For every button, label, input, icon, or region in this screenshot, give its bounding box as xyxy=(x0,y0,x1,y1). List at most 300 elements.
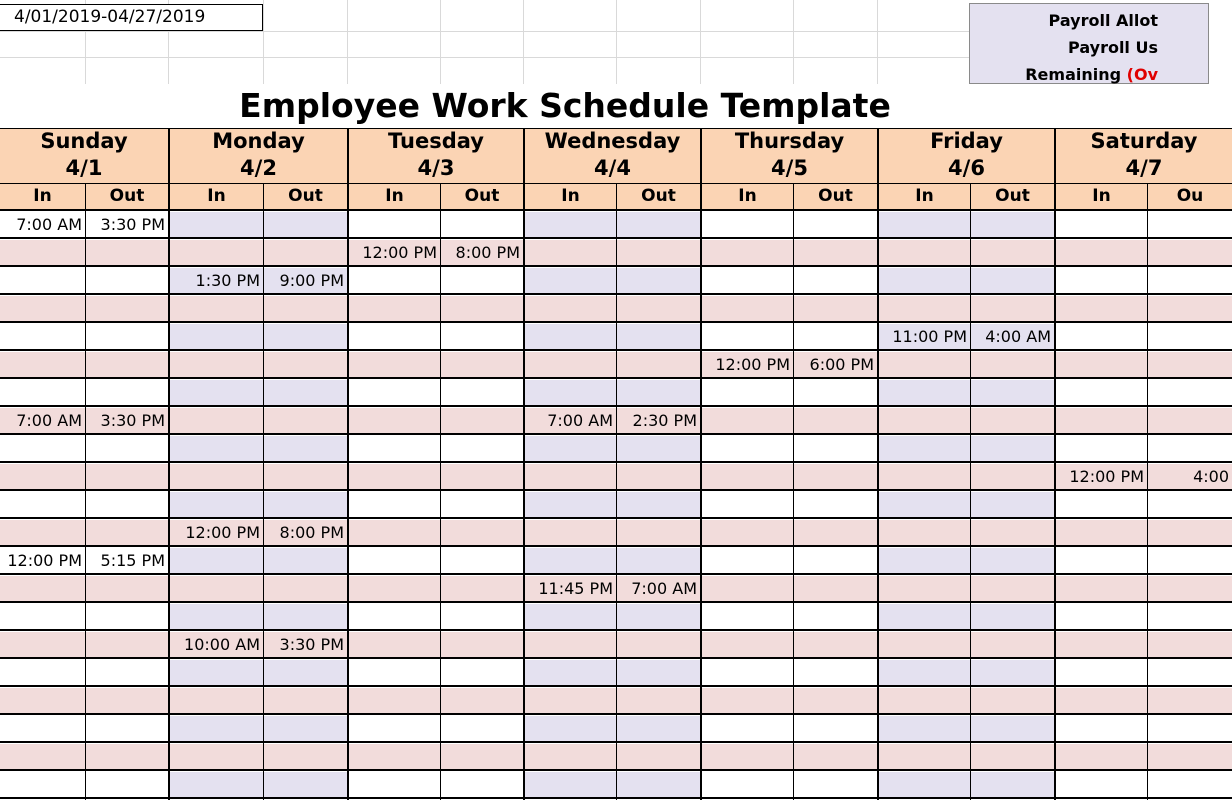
time-in-cell[interactable] xyxy=(702,744,793,770)
time-in-cell[interactable] xyxy=(1056,604,1147,630)
time-out-cell[interactable] xyxy=(441,464,523,490)
time-out-cell[interactable] xyxy=(794,436,877,462)
time-out-cell[interactable] xyxy=(264,436,347,462)
time-in-cell[interactable] xyxy=(0,324,85,350)
time-in-cell[interactable] xyxy=(170,212,263,238)
time-out-cell[interactable] xyxy=(794,212,877,238)
time-in-cell[interactable] xyxy=(1056,548,1147,574)
time-in-cell[interactable] xyxy=(1056,688,1147,714)
time-in-cell[interactable] xyxy=(702,464,793,490)
time-out-cell[interactable]: 2:30 PM xyxy=(617,408,700,434)
time-out-cell[interactable] xyxy=(441,492,523,518)
time-out-cell[interactable] xyxy=(971,268,1054,294)
time-out-cell[interactable] xyxy=(1148,716,1232,742)
time-out-cell[interactable] xyxy=(794,632,877,658)
time-in-cell[interactable]: 7:00 AM xyxy=(525,408,616,434)
time-out-cell[interactable] xyxy=(441,436,523,462)
time-in-cell[interactable] xyxy=(879,268,970,294)
time-out-cell[interactable] xyxy=(441,604,523,630)
time-in-cell[interactable] xyxy=(0,520,85,546)
cell-border xyxy=(616,183,617,800)
time-in-cell[interactable] xyxy=(349,324,440,350)
time-out-cell[interactable] xyxy=(86,688,168,714)
time-in-cell[interactable] xyxy=(349,408,440,434)
time-out-cell[interactable] xyxy=(794,268,877,294)
time-in-cell[interactable] xyxy=(702,632,793,658)
time-out-cell[interactable] xyxy=(971,492,1054,518)
time-out-cell[interactable]: 8:00 PM xyxy=(441,240,523,266)
time-out-cell[interactable] xyxy=(264,772,347,798)
time-in-cell[interactable] xyxy=(525,352,616,378)
time-in-cell[interactable] xyxy=(879,492,970,518)
time-in-cell[interactable] xyxy=(349,520,440,546)
time-in-cell[interactable] xyxy=(879,464,970,490)
time-out-cell[interactable] xyxy=(86,464,168,490)
time-in-cell[interactable] xyxy=(349,744,440,770)
time-out-cell[interactable] xyxy=(617,744,700,770)
time-in-cell[interactable] xyxy=(879,576,970,602)
time-in-cell[interactable] xyxy=(0,268,85,294)
time-in-cell[interactable] xyxy=(702,688,793,714)
time-in-cell[interactable] xyxy=(0,464,85,490)
time-in-cell[interactable] xyxy=(1056,296,1147,322)
time-in-cell[interactable] xyxy=(1056,772,1147,798)
time-in-cell[interactable] xyxy=(879,632,970,658)
time-in-cell[interactable] xyxy=(702,212,793,238)
time-out-cell[interactable]: 7:00 AM xyxy=(617,576,700,602)
time-in-cell[interactable] xyxy=(1056,520,1147,546)
time-in-cell[interactable] xyxy=(0,688,85,714)
page-title: Employee Work Schedule Template xyxy=(239,86,891,125)
time-out-cell[interactable] xyxy=(86,268,168,294)
time-out-cell[interactable] xyxy=(86,632,168,658)
time-out-cell[interactable] xyxy=(794,548,877,574)
time-out-cell[interactable] xyxy=(971,408,1054,434)
time-in-cell[interactable] xyxy=(349,716,440,742)
time-in-cell[interactable] xyxy=(702,576,793,602)
time-out-cell[interactable] xyxy=(617,436,700,462)
time-in-cell[interactable] xyxy=(1056,492,1147,518)
time-in-cell[interactable] xyxy=(702,268,793,294)
time-in-cell[interactable] xyxy=(702,492,793,518)
time-in-cell[interactable] xyxy=(0,604,85,630)
time-in-cell[interactable] xyxy=(1056,212,1147,238)
time-out-cell[interactable] xyxy=(1148,408,1232,434)
time-out-cell[interactable] xyxy=(264,548,347,574)
time-out-cell[interactable] xyxy=(794,716,877,742)
time-in-cell[interactable] xyxy=(170,576,263,602)
time-in-cell[interactable] xyxy=(525,324,616,350)
time-out-cell[interactable] xyxy=(264,688,347,714)
time-out-cell[interactable] xyxy=(1148,296,1232,322)
time-in-cell[interactable] xyxy=(879,352,970,378)
time-in-cell[interactable] xyxy=(879,296,970,322)
time-in-cell[interactable] xyxy=(349,436,440,462)
time-in-cell[interactable] xyxy=(349,576,440,602)
time-in-cell[interactable] xyxy=(1056,240,1147,266)
time-out-cell[interactable]: 6:00 PM xyxy=(794,352,877,378)
time-in-cell[interactable] xyxy=(170,744,263,770)
time-in-cell[interactable] xyxy=(525,464,616,490)
time-out-cell[interactable] xyxy=(264,576,347,602)
time-in-cell[interactable]: 12:00 PM xyxy=(0,548,85,574)
time-out-cell[interactable] xyxy=(264,716,347,742)
time-in-cell[interactable] xyxy=(0,352,85,378)
time-out-cell[interactable] xyxy=(1148,576,1232,602)
time-out-cell[interactable]: 3:30 PM xyxy=(86,408,168,434)
time-out-cell[interactable] xyxy=(264,604,347,630)
time-in-cell[interactable] xyxy=(1056,744,1147,770)
time-in-cell[interactable] xyxy=(1056,436,1147,462)
time-in-cell[interactable] xyxy=(170,352,263,378)
time-in-cell[interactable] xyxy=(879,604,970,630)
time-in-cell[interactable] xyxy=(525,744,616,770)
time-in-cell[interactable] xyxy=(879,716,970,742)
time-in-cell[interactable] xyxy=(702,296,793,322)
time-out-cell[interactable] xyxy=(617,296,700,322)
time-in-cell[interactable] xyxy=(0,660,85,686)
time-out-cell[interactable] xyxy=(86,576,168,602)
time-out-cell[interactable] xyxy=(971,716,1054,742)
time-in-cell[interactable] xyxy=(879,660,970,686)
time-out-cell[interactable] xyxy=(617,548,700,574)
time-in-cell[interactable] xyxy=(525,492,616,518)
time-in-cell[interactable] xyxy=(525,660,616,686)
time-in-cell[interactable] xyxy=(170,604,263,630)
time-in-cell[interactable] xyxy=(170,716,263,742)
time-out-cell[interactable] xyxy=(971,632,1054,658)
time-in-cell[interactable] xyxy=(1056,380,1147,406)
time-in-cell[interactable] xyxy=(525,240,616,266)
time-in-cell[interactable] xyxy=(349,604,440,630)
time-in-cell[interactable] xyxy=(879,380,970,406)
time-out-cell[interactable] xyxy=(86,716,168,742)
time-out-cell[interactable] xyxy=(794,324,877,350)
time-out-cell[interactable] xyxy=(1148,492,1232,518)
time-out-cell[interactable] xyxy=(441,716,523,742)
time-out-cell[interactable] xyxy=(794,520,877,546)
time-in-cell[interactable] xyxy=(525,772,616,798)
time-in-cell[interactable] xyxy=(170,492,263,518)
time-out-cell[interactable] xyxy=(794,744,877,770)
cell-border xyxy=(168,128,170,800)
time-out-cell[interactable] xyxy=(441,212,523,238)
time-in-cell[interactable] xyxy=(349,296,440,322)
time-out-cell[interactable] xyxy=(617,716,700,742)
time-in-cell[interactable]: 7:00 AM xyxy=(0,408,85,434)
time-in-cell[interactable] xyxy=(1056,576,1147,602)
time-in-cell[interactable] xyxy=(525,604,616,630)
time-in-cell[interactable] xyxy=(0,436,85,462)
time-in-cell[interactable] xyxy=(0,716,85,742)
time-in-cell[interactable] xyxy=(0,772,85,798)
time-out-cell[interactable] xyxy=(617,688,700,714)
time-out-cell[interactable] xyxy=(1148,520,1232,546)
time-in-cell[interactable] xyxy=(1056,324,1147,350)
time-in-cell[interactable] xyxy=(349,688,440,714)
time-in-cell[interactable] xyxy=(349,660,440,686)
time-out-cell[interactable] xyxy=(441,352,523,378)
time-in-cell[interactable] xyxy=(702,436,793,462)
time-out-cell[interactable] xyxy=(794,772,877,798)
time-in-cell[interactable]: 11:00 PM xyxy=(879,324,970,350)
time-out-cell[interactable] xyxy=(441,576,523,602)
time-out-cell[interactable] xyxy=(264,408,347,434)
time-in-cell[interactable] xyxy=(349,464,440,490)
time-in-cell[interactable] xyxy=(702,324,793,350)
time-in-cell[interactable] xyxy=(170,464,263,490)
time-out-cell[interactable] xyxy=(971,688,1054,714)
time-in-cell[interactable] xyxy=(879,212,970,238)
time-out-cell[interactable] xyxy=(86,436,168,462)
time-out-cell[interactable] xyxy=(441,408,523,434)
time-out-cell[interactable] xyxy=(794,660,877,686)
time-in-cell[interactable]: 12:00 PM xyxy=(349,240,440,266)
time-out-cell[interactable] xyxy=(617,520,700,546)
time-in-cell[interactable] xyxy=(879,772,970,798)
gridline xyxy=(0,57,969,58)
time-out-cell[interactable] xyxy=(441,296,523,322)
time-out-cell[interactable] xyxy=(794,604,877,630)
time-out-cell[interactable] xyxy=(794,408,877,434)
time-out-cell[interactable] xyxy=(1148,324,1232,350)
time-in-cell[interactable] xyxy=(525,688,616,714)
time-out-cell[interactable] xyxy=(441,772,523,798)
time-out-cell[interactable] xyxy=(86,492,168,518)
time-out-cell[interactable] xyxy=(971,772,1054,798)
time-in-cell[interactable] xyxy=(525,716,616,742)
time-out-cell[interactable] xyxy=(971,548,1054,574)
time-out-cell[interactable] xyxy=(441,268,523,294)
time-out-cell[interactable] xyxy=(617,240,700,266)
time-in-cell[interactable] xyxy=(349,268,440,294)
time-out-cell[interactable]: 9:00 PM xyxy=(264,268,347,294)
time-out-cell[interactable] xyxy=(441,520,523,546)
time-in-cell[interactable] xyxy=(170,660,263,686)
time-in-cell[interactable] xyxy=(1056,716,1147,742)
time-in-cell[interactable] xyxy=(525,296,616,322)
time-out-cell[interactable] xyxy=(971,296,1054,322)
time-out-cell[interactable]: 8:00 PM xyxy=(264,520,347,546)
time-out-cell[interactable] xyxy=(617,268,700,294)
time-in-cell[interactable] xyxy=(170,324,263,350)
time-out-cell[interactable] xyxy=(441,632,523,658)
time-out-cell[interactable] xyxy=(86,744,168,770)
time-out-cell[interactable] xyxy=(264,380,347,406)
time-out-cell[interactable] xyxy=(617,352,700,378)
time-in-cell[interactable] xyxy=(879,688,970,714)
time-in-cell[interactable] xyxy=(879,520,970,546)
time-in-cell[interactable] xyxy=(525,268,616,294)
time-out-cell[interactable] xyxy=(617,772,700,798)
time-out-cell[interactable] xyxy=(1148,744,1232,770)
time-out-cell[interactable] xyxy=(264,744,347,770)
time-out-cell[interactable] xyxy=(86,324,168,350)
time-in-cell[interactable] xyxy=(879,240,970,266)
time-out-cell[interactable] xyxy=(264,352,347,378)
time-in-cell[interactable]: 12:00 PM xyxy=(1056,464,1147,490)
time-in-cell[interactable] xyxy=(0,744,85,770)
time-out-cell[interactable] xyxy=(441,744,523,770)
time-out-cell[interactable] xyxy=(441,660,523,686)
time-out-cell[interactable] xyxy=(264,240,347,266)
time-in-cell[interactable] xyxy=(702,660,793,686)
time-in-cell[interactable] xyxy=(879,436,970,462)
time-in-cell[interactable] xyxy=(349,772,440,798)
time-out-cell[interactable]: 3:30 PM xyxy=(264,632,347,658)
time-out-cell[interactable] xyxy=(1148,212,1232,238)
time-out-cell[interactable] xyxy=(617,492,700,518)
time-in-cell[interactable] xyxy=(170,436,263,462)
time-in-cell[interactable] xyxy=(170,296,263,322)
time-out-cell[interactable] xyxy=(1148,604,1232,630)
time-out-cell[interactable] xyxy=(1148,268,1232,294)
time-out-cell[interactable] xyxy=(86,380,168,406)
time-out-cell[interactable] xyxy=(971,436,1054,462)
time-in-cell[interactable] xyxy=(525,212,616,238)
time-out-cell[interactable] xyxy=(794,380,877,406)
time-in-cell[interactable] xyxy=(702,520,793,546)
time-out-cell[interactable] xyxy=(86,604,168,630)
time-out-cell[interactable]: 3:30 PM xyxy=(86,212,168,238)
time-in-cell[interactable] xyxy=(1056,268,1147,294)
time-out-cell[interactable] xyxy=(617,380,700,406)
time-in-cell[interactable] xyxy=(0,632,85,658)
time-out-cell[interactable] xyxy=(971,520,1054,546)
time-out-cell[interactable] xyxy=(794,464,877,490)
time-in-cell[interactable]: 11:45 PM xyxy=(525,576,616,602)
time-out-cell[interactable] xyxy=(441,380,523,406)
time-out-cell[interactable] xyxy=(264,324,347,350)
time-in-cell[interactable] xyxy=(525,380,616,406)
time-in-cell[interactable]: 12:00 PM xyxy=(702,352,793,378)
time-out-cell[interactable] xyxy=(617,324,700,350)
time-in-cell[interactable] xyxy=(525,632,616,658)
time-out-cell[interactable] xyxy=(264,464,347,490)
time-in-cell[interactable] xyxy=(702,604,793,630)
time-out-cell[interactable] xyxy=(86,352,168,378)
time-out-cell[interactable] xyxy=(617,464,700,490)
time-out-cell[interactable] xyxy=(86,660,168,686)
time-out-cell[interactable] xyxy=(971,212,1054,238)
time-out-cell[interactable] xyxy=(1148,660,1232,686)
time-in-cell[interactable] xyxy=(702,380,793,406)
time-out-cell[interactable] xyxy=(617,632,700,658)
time-in-cell[interactable] xyxy=(0,296,85,322)
time-in-cell[interactable]: 12:00 PM xyxy=(170,520,263,546)
time-out-cell[interactable] xyxy=(794,240,877,266)
time-out-cell[interactable] xyxy=(1148,380,1232,406)
time-out-cell[interactable] xyxy=(441,324,523,350)
time-out-cell[interactable] xyxy=(971,744,1054,770)
time-in-cell[interactable] xyxy=(702,408,793,434)
time-out-cell[interactable] xyxy=(971,352,1054,378)
time-out-cell[interactable] xyxy=(264,660,347,686)
time-in-cell[interactable]: 7:00 AM xyxy=(0,212,85,238)
time-in-cell[interactable] xyxy=(170,408,263,434)
time-in-cell[interactable] xyxy=(0,492,85,518)
time-out-cell[interactable] xyxy=(971,380,1054,406)
time-in-cell[interactable] xyxy=(349,380,440,406)
time-in-cell[interactable] xyxy=(1056,408,1147,434)
time-out-cell[interactable] xyxy=(617,660,700,686)
time-out-cell[interactable] xyxy=(86,772,168,798)
time-out-cell[interactable] xyxy=(1148,772,1232,798)
time-out-cell[interactable] xyxy=(617,212,700,238)
time-out-cell[interactable] xyxy=(617,604,700,630)
time-out-cell[interactable] xyxy=(264,296,347,322)
time-out-cell[interactable] xyxy=(794,296,877,322)
time-in-cell[interactable] xyxy=(1056,632,1147,658)
time-in-cell[interactable] xyxy=(525,548,616,574)
time-out-cell[interactable] xyxy=(86,296,168,322)
time-in-cell[interactable] xyxy=(170,548,263,574)
time-in-cell[interactable] xyxy=(702,772,793,798)
time-out-cell[interactable]: 4:00 xyxy=(1148,464,1232,490)
time-out-cell[interactable] xyxy=(1148,688,1232,714)
time-out-cell[interactable] xyxy=(971,464,1054,490)
time-out-cell[interactable] xyxy=(86,520,168,546)
time-in-cell[interactable] xyxy=(170,772,263,798)
time-out-cell[interactable] xyxy=(1148,240,1232,266)
time-in-cell[interactable] xyxy=(1056,352,1147,378)
time-out-cell[interactable] xyxy=(264,492,347,518)
time-out-cell[interactable] xyxy=(264,212,347,238)
time-in-cell[interactable]: 1:30 PM xyxy=(170,268,263,294)
time-out-cell[interactable] xyxy=(971,240,1054,266)
time-in-cell[interactable] xyxy=(879,744,970,770)
time-in-cell[interactable] xyxy=(0,380,85,406)
time-in-cell[interactable] xyxy=(170,240,263,266)
time-out-cell[interactable] xyxy=(971,660,1054,686)
time-in-cell[interactable] xyxy=(349,548,440,574)
time-in-cell[interactable] xyxy=(1056,660,1147,686)
time-in-cell[interactable] xyxy=(349,492,440,518)
time-in-cell[interactable] xyxy=(349,212,440,238)
time-in-cell[interactable] xyxy=(349,632,440,658)
date-range-cell[interactable]: 4/01/2019-04/27/2019 xyxy=(0,4,263,31)
time-in-cell[interactable] xyxy=(0,240,85,266)
time-in-cell[interactable] xyxy=(525,436,616,462)
time-out-cell[interactable] xyxy=(794,688,877,714)
time-out-cell[interactable] xyxy=(1148,632,1232,658)
time-in-cell[interactable] xyxy=(702,240,793,266)
time-in-cell[interactable] xyxy=(170,688,263,714)
time-in-cell[interactable] xyxy=(702,548,793,574)
time-out-cell[interactable] xyxy=(971,576,1054,602)
time-in-cell[interactable] xyxy=(0,576,85,602)
time-in-cell[interactable] xyxy=(525,520,616,546)
cell-border xyxy=(440,183,441,800)
time-out-cell[interactable]: 4:00 AM xyxy=(971,324,1054,350)
time-in-cell[interactable] xyxy=(170,380,263,406)
time-out-cell[interactable] xyxy=(1148,436,1232,462)
time-out-cell[interactable] xyxy=(794,492,877,518)
time-in-cell[interactable] xyxy=(879,408,970,434)
time-in-cell[interactable]: 10:00 AM xyxy=(170,632,263,658)
time-in-cell[interactable] xyxy=(349,352,440,378)
time-out-cell[interactable] xyxy=(441,688,523,714)
time-in-cell[interactable] xyxy=(879,548,970,574)
time-out-cell[interactable] xyxy=(971,604,1054,630)
time-out-cell[interactable]: 5:15 PM xyxy=(86,548,168,574)
time-out-cell[interactable] xyxy=(441,548,523,574)
time-out-cell[interactable] xyxy=(86,240,168,266)
time-out-cell[interactable] xyxy=(1148,548,1232,574)
time-out-cell[interactable] xyxy=(794,576,877,602)
time-in-cell[interactable] xyxy=(702,716,793,742)
time-out-cell[interactable] xyxy=(1148,352,1232,378)
